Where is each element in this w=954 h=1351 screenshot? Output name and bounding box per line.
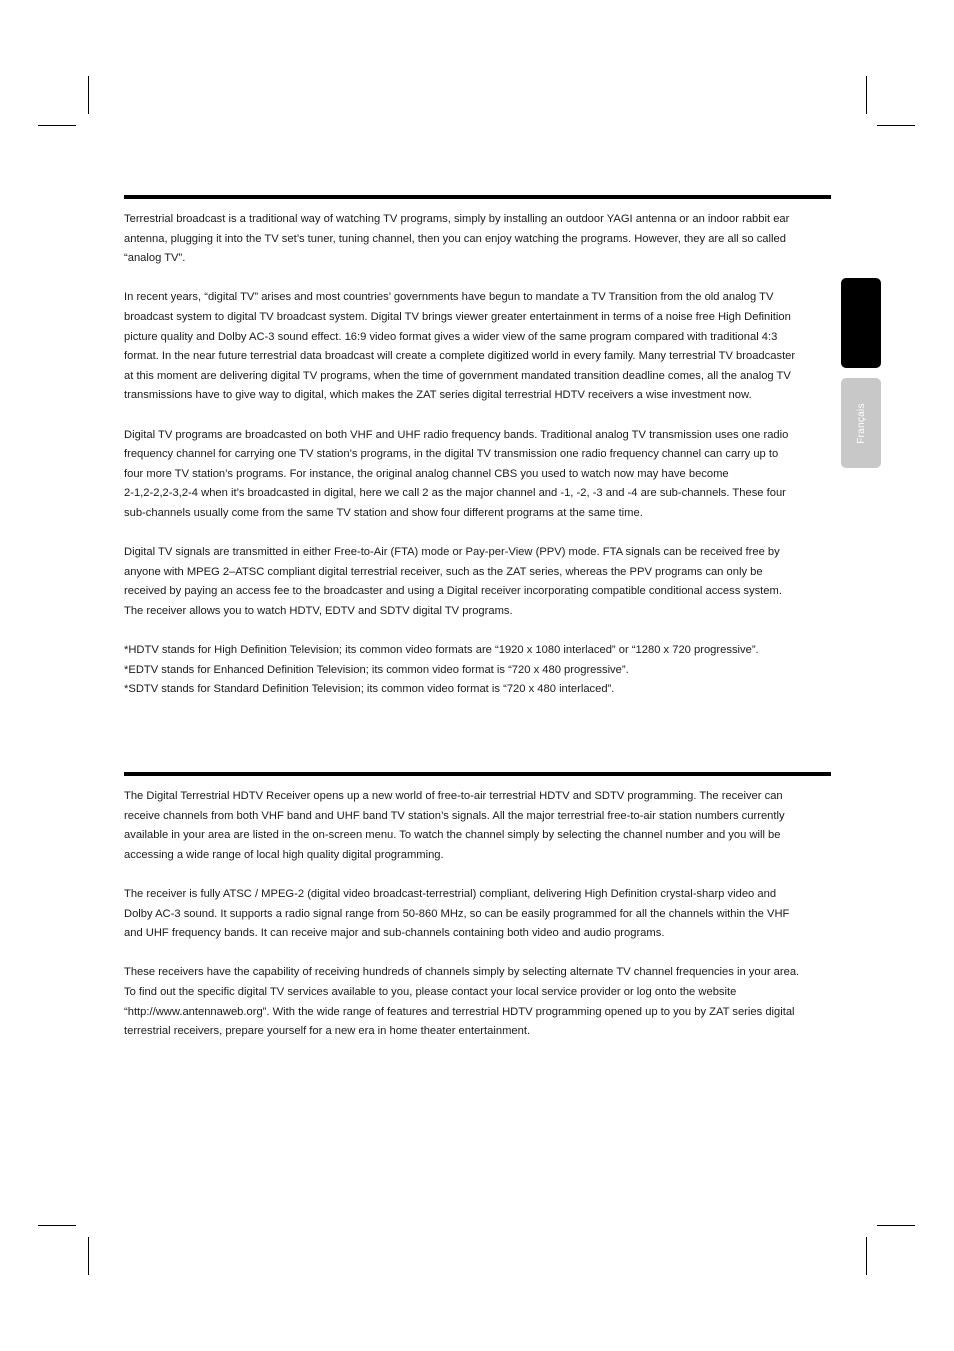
paragraph (124, 288, 836, 406)
paragraph (124, 210, 836, 269)
text-line: four more TV station’s programs. For instance, the original analog channel CBS you used to watch now may have become (124, 467, 729, 480)
footnotes (124, 641, 836, 700)
footnote-edtv: *EDTV stands for Enhanced Definition Television; its common video format is “720 x 480 progressive”. (124, 663, 629, 676)
text-line: To find out the specific digital TV services available to you, please contact your local service provider or log onto the website (124, 985, 737, 998)
section-rule-1 (124, 195, 831, 199)
crop-mark-top-left-vertical (88, 76, 89, 114)
text-line: Digital TV programs are broadcasted on both VHF and UHF radio frequency bands. Traditional analog TV transmission uses one radio (124, 428, 789, 441)
text-line: terrestrial receivers, prepare yourself for a new era in home theater entertainment. (124, 1025, 531, 1038)
text-line: and UHF frequency bands. It can receive major and sub-channels containing both video and audio programs. (124, 927, 665, 940)
paragraph (124, 543, 836, 621)
text-line: at this moment are delivering digital TV programs, when the time of government mandated transition deadline comes, all the analog TV (124, 369, 791, 382)
language-tab-francais-label: Français (855, 402, 867, 444)
language-tab-active (841, 278, 881, 368)
text-line: received by paying an access fee to the broadcaster and using a Digital receiver incorporating compatible conditional access system. (124, 585, 782, 598)
crop-mark-top-right-vertical (866, 76, 867, 114)
text-line: Dolby AC-3 sound. It supports a radio signal range from 50-860 MHz, so can be easily programmed for all the channels within the VHF (124, 907, 790, 920)
crop-mark-bottom-left-vertical (88, 1237, 89, 1275)
paragraph (124, 426, 836, 524)
section-rule-2 (124, 772, 831, 776)
section-terrestrial-broadcast (124, 210, 836, 700)
text-line: picture quality and Dolby AC-3 sound effect. 16:9 video format gives a wider view of the same program compared with traditional 4:3 (124, 330, 778, 343)
text-line: available in your area are listed in the on-screen menu. To watch the channel simply by selecting the channel number and you will be (124, 829, 781, 842)
text-line: accessing a wide range of local high quality digital programming. (124, 848, 444, 861)
section-receiver-overview (124, 787, 836, 1042)
text-line: transmissions have to give way to digital, which makes the ZAT series digital terrestrial HDTV receivers a wise investment now. (124, 389, 752, 402)
crop-mark-bottom-right-horizontal (877, 1225, 915, 1226)
text-line: Digital TV signals are transmitted in either Free-to-Air (FTA) mode or Pay-per-View (PPV) mode. FTA signals can be received free by (124, 546, 780, 559)
footnote-sdtv: *SDTV stands for Standard Definition Television; its common video format is “720 x 480 interlaced”. (124, 683, 615, 696)
paragraph (124, 787, 836, 865)
text-line: receive channels from both VHF band and UHF band TV station’s signals. All the major terrestrial free-to-air station numbers currently (124, 809, 785, 822)
text-line: broadcast system to digital TV broadcast system. Digital TV brings viewer greater entertainment in terms of a noise free High Definition (124, 310, 791, 323)
text-line: frequency channel for carrying one TV station’s programs, in the digital TV transmission one radio frequency channel can carry up to (124, 448, 779, 461)
text-line: format. In the near future terrestrial data broadcast will create a complete digitized world in every family. Many terrestrial TV broadcaster (124, 350, 796, 363)
text-line: The receiver allows you to watch HDTV, EDTV and SDTV digital TV programs. (124, 604, 513, 617)
crop-mark-top-right-horizontal (877, 125, 915, 126)
text-line: These receivers have the capability of receiving hundreds of channels simply by selecting alternate TV channel frequencies in your area. (124, 966, 800, 979)
crop-mark-bottom-left-horizontal (38, 1225, 76, 1226)
text-line: Terrestrial broadcast is a traditional way of watching TV programs, simply by installing an outdoor YAGI antenna or an indoor rabbit ear (124, 213, 790, 225)
text-line: The receiver is fully ATSC / MPEG-2 (digital video broadcast-terrestrial) compliant, delivering High Definition crystal-sharp video and (124, 887, 777, 900)
paragraph (124, 963, 836, 1041)
paragraph (124, 885, 836, 944)
text-line: In recent years, “digital TV” arises and most countries’ governments have begun to mandate a TV Transition from the old analog TV (124, 291, 774, 304)
language-tab-francais (841, 378, 881, 468)
crop-mark-bottom-right-vertical (866, 1237, 867, 1275)
text-line: antenna, plugging it into the TV set’s tuner, tuning channel, then you can enjoy watching the programs. However, they are all so called (124, 232, 786, 245)
crop-mark-top-left-horizontal (38, 125, 76, 126)
text-line: “http://www.antennaweb.org”. With the wide range of features and terrestrial HDTV programming opened up to you by ZAT series digital (124, 1005, 795, 1018)
text-line: sub-channels usually come from the same TV station and show four different programs at the same time. (124, 506, 643, 519)
text-line: “analog TV”. (124, 252, 186, 265)
footnote-hdtv: *HDTV stands for High Definition Television; its common video formats are “1920 x 1080 interlaced” or “1280 x 720 progressive”. (124, 644, 759, 657)
text-line: The Digital Terrestrial HDTV Receiver opens up a new world of free-to-air terrestrial HDTV and SDTV programming. The receiver can (124, 790, 783, 802)
text-line: anyone with MPEG 2–ATSC compliant digital terrestrial receiver, such as the ZAT series, whereas the PPV programs can only be (124, 565, 763, 578)
text-line: 2-1,2-2,2-3,2-4 when it’s broadcasted in digital, here we call 2 as the major channel and -1, -2, -3 and -4 are sub-channels. These four (124, 487, 786, 500)
